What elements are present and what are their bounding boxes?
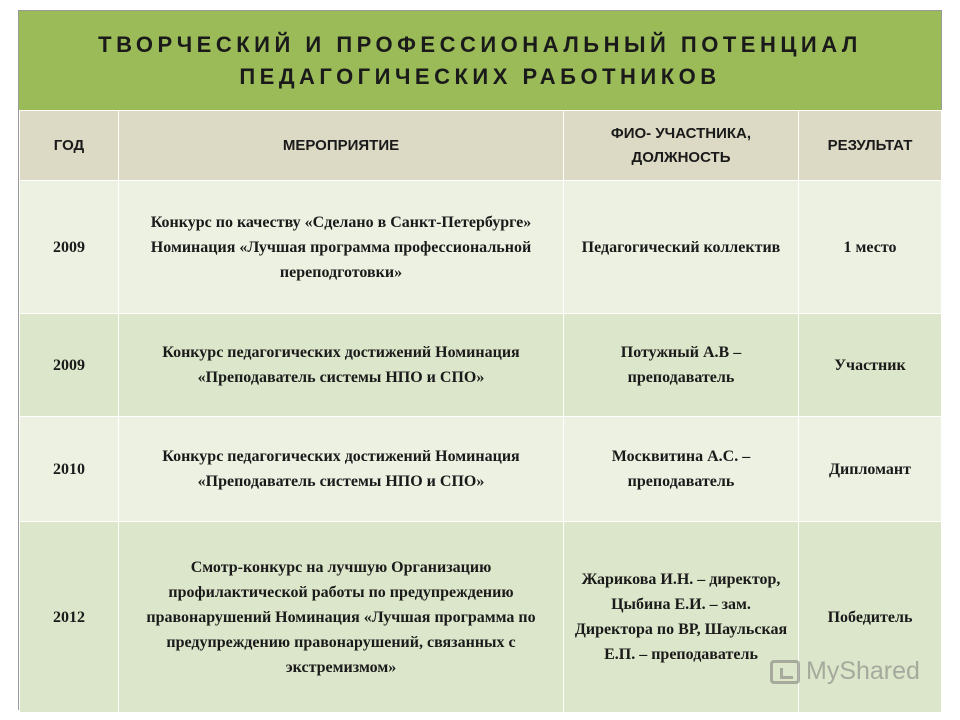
cell-participant: Потужный А.В – преподаватель: [564, 314, 799, 417]
table-row: [20, 314, 942, 417]
slide: [18, 10, 942, 710]
cell-event: Конкурс педагогических достижений Номинация «Преподаватель системы НПО и СПО»: [119, 314, 564, 417]
cell-result: Дипломант: [799, 417, 942, 522]
cell-event: Смотр-конкурс на лучшую Организацию профилактической работы по предупреждению правонарушений Номинация «Лучшая программа по предупреждению правонарушений, связанных с экстремизмом»: [119, 522, 564, 713]
cell-result: 1 место: [799, 181, 942, 314]
watermark: [770, 657, 920, 686]
header-participant: ФИО- УЧАСТНИКА, ДОЛЖНОСТЬ: [564, 111, 799, 181]
header-event: МЕРОПРИЯТИЕ: [119, 111, 564, 181]
table-row: [20, 181, 942, 314]
cell-participant: Педагогический коллектив: [564, 181, 799, 314]
cell-year: 2010: [20, 417, 119, 522]
header-year: ГОД: [20, 111, 119, 181]
table-row: [20, 417, 942, 522]
achievements-table: [19, 110, 942, 713]
cell-participant: Жарикова И.Н. – директор, Цыбина Е.И. – зам. Директора по ВР, Шаульская Е.П. – преподаватель: [564, 522, 799, 713]
page-title-line-1: ТВОРЧЕСКИЙ И ПРОФЕССИОНАЛЬНЫЙ ПОТЕНЦИАЛ: [98, 31, 862, 57]
watermark-text: MyShared: [806, 657, 920, 685]
header-result: РЕЗУЛЬТАТ: [799, 111, 942, 181]
cell-event: Конкурс педагогических достижений Номинация «Преподаватель системы НПО и СПО»: [119, 417, 564, 522]
cell-result: Участник: [799, 314, 942, 417]
cell-year: 2012: [20, 522, 119, 713]
myshared-logo-icon: [770, 660, 800, 684]
cell-event: Конкурс по качеству «Сделано в Санкт-Петербурге» Номинация «Лучшая программа профессиональной переподготовки»: [119, 181, 564, 314]
page-title-line-2: ПЕДАГОГИЧЕСКИХ РАБОТНИКОВ: [239, 63, 721, 89]
cell-participant: Москвитина А.С. – преподаватель: [564, 417, 799, 522]
title-band: [19, 11, 941, 111]
cell-result: Победитель: [799, 522, 942, 713]
cell-year: 2009: [20, 181, 119, 314]
cell-year: 2009: [20, 314, 119, 417]
table-header-row: [20, 111, 942, 181]
